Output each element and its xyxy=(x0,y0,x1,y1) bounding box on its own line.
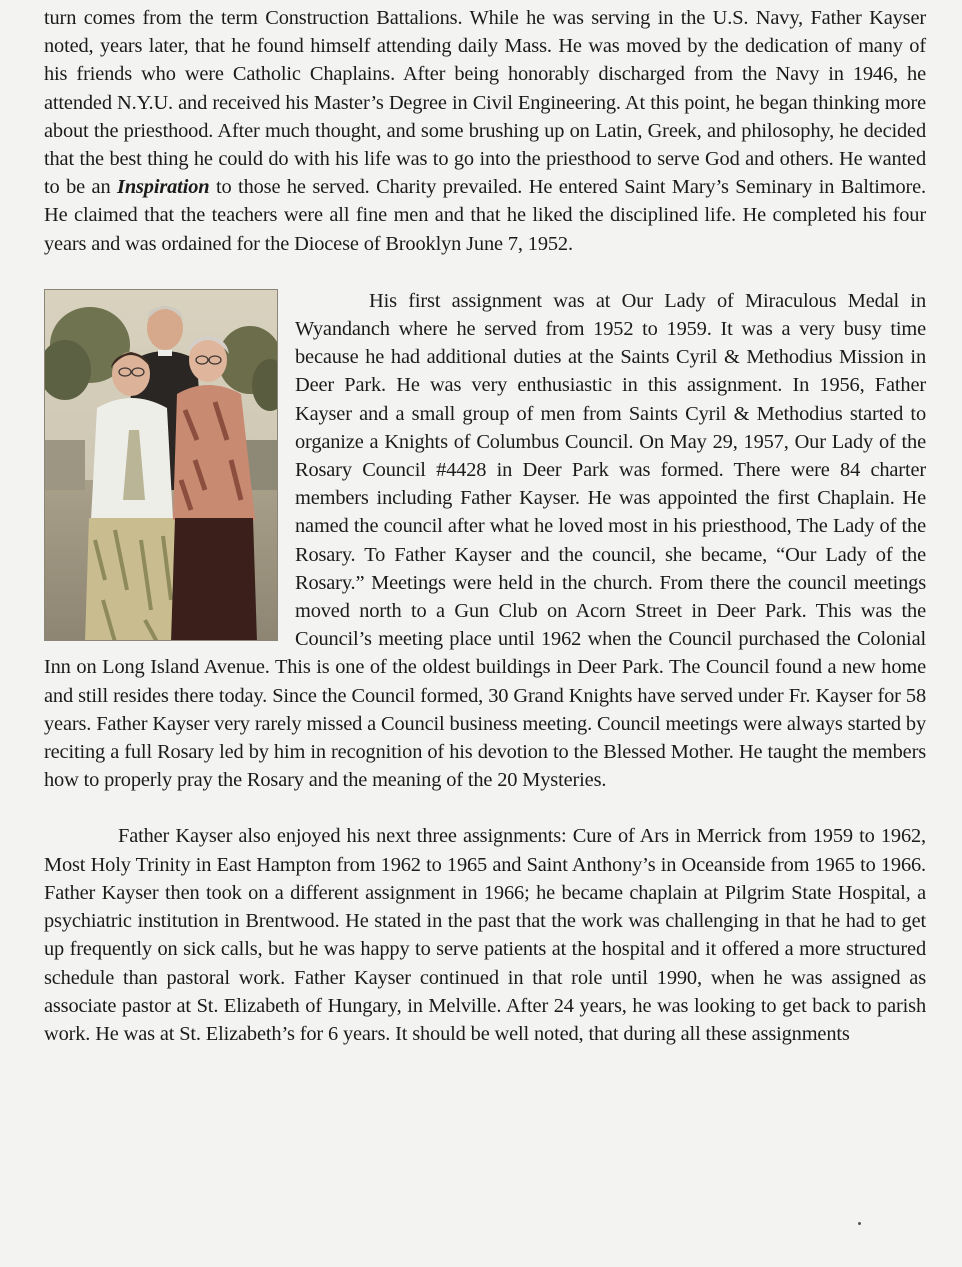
scan-speck xyxy=(858,1222,861,1225)
paragraph-navy-and-seminary xyxy=(44,4,926,258)
photo-father-kayser-with-two-women xyxy=(44,289,278,641)
paragraph-1-text-end: to those he served. Charity prevailed. He entered Saint Mary’s Seminary in Baltimore. He claimed that the teachers were all fine men and that he liked the disciplined life. He completed his four years and was ordained for the Diocese of Brooklyn June 7, 1952. xyxy=(44,176,926,255)
emphasis-inspiration: Inspiration xyxy=(117,176,210,199)
document-page xyxy=(44,4,926,1048)
paragraph-first-assignment: His first assignment was at Our Lady of Miraculous Medal in Wyandanch where he served from 1952 to 1959. It was a very busy time because he had additional duties at the Saints Cyril & Methodius Mission in Deer Park. He was very enthusiastic in this assignment. In 1956, Father Kayser and a small group of men from Saints Cyril & Methodius started to organize a Knights of Columbus Council. On May 29, 1957, Our Lady of the Rosary Council #4428 in Deer Park was formed. There were 84 charter members including Father Kayser. He was appointed the first Chaplain. He named the council after what he loved most in his priesthood, The Lady of the Rosary. To Father Kayser and the council, she became, “Our Lady of the Rosary.” Meetings were held in the church. From there the council meetings moved north to a Gun Club on Acorn Street in Deer Park. This was the Council’s meeting place until 1962 when the Council purchased the Colonial Inn on Long Island Avenue. This is one of the oldest buildings in Deer Park. The Council found a new home and still resides there today. Since the Council formed, 30 Grand Knights have served under Fr. Kayser for 58 years. Father Kayser very rarely missed a Council business meeting. Council meetings were always started by reciting a full Rosary led by him in recognition of his devotion to the Blessed Mother. He taught the members how to properly pray the Rosary and the meaning of the 20 Mysteries. xyxy=(44,289,926,792)
paragraph-later-assignments: Father Kayser also enjoyed his next three assignments: Cure of Ars in Merrick from 1959 to 1962, Most Holy Trinity in East Hampton from 1962 to 1965 and Saint Anthony’s in Oceanside from 1965 to 1966. Father Kayser then took on a different assignment in 1966; he became chaplain at Pilgrim State Hospital, a psychiatric institution in Brentwood. He stated in the past that the work was challenging in that he had to get up frequently on sick calls, but he was happy to serve patients at the hospital and it offered a more structured schedule than pastoral work. Father Kayser continued in that role until 1990, when he was assigned as associate pastor at St. Elizabeth of Hungary, in Melville. After 24 years, he was looking to get back to parish work. He was at St. Elizabeth’s for 6 years. It should be well noted, that during all these assignments xyxy=(44,825,926,1045)
paragraph-1-text-start: turn comes from the term Construction Battalions. While he was serving in the U.S. Navy, Father Kayser noted, years later, that he found himself attending daily Mass. He was moved by the dedication of many of his friends who were Catholic Chaplains. After being honorably discharged from the Navy in 1946, he attended N.Y.U. and received his Master’s Degree in Civil Engineering. At this point, he began thinking more about the priesthood. After much thought, and some brushing up on Latin, Greek, and philosophy, he decided that the best thing he could do with his life was to go into the priesthood to serve God and others. He wanted to be an xyxy=(44,7,926,199)
